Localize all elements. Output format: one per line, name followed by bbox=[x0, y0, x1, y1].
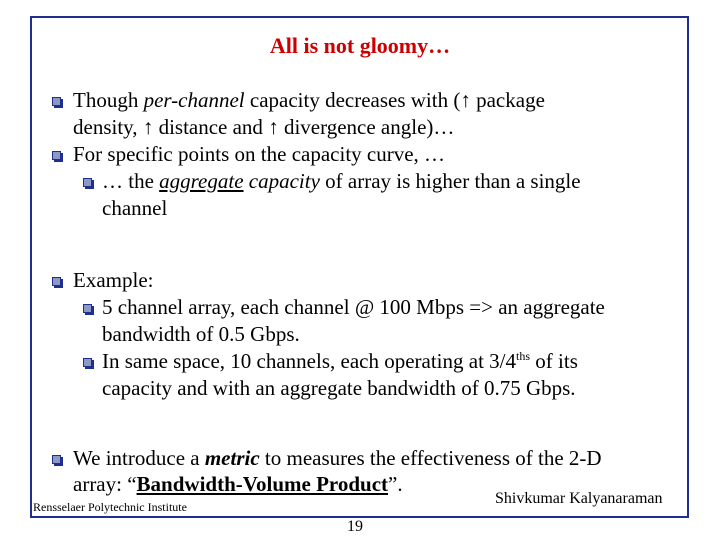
emphasis-text: metric bbox=[204, 446, 260, 470]
text-segment: In same space, 10 channels, each operating at 3/4 bbox=[102, 349, 517, 373]
bullet-1-line-2 bbox=[73, 114, 454, 141]
bullet-2-sub-line-1 bbox=[102, 168, 581, 195]
text-segment: of array is higher than a single bbox=[319, 169, 581, 193]
emphasis-text: aggregate bbox=[159, 169, 244, 193]
text-segment: package bbox=[470, 88, 545, 112]
bullet-3-sub-1-line-2: bandwidth of 0.5 Gbps. bbox=[102, 322, 300, 346]
bullet-icon bbox=[52, 97, 61, 106]
sub-bullet-icon bbox=[83, 178, 92, 187]
text-segment: density, bbox=[73, 115, 143, 139]
page-number: 19 bbox=[347, 518, 363, 535]
text-segment: array: “ bbox=[73, 472, 137, 496]
bullet-3-line: Example: bbox=[73, 268, 154, 292]
emphasis-text: per-channel bbox=[143, 88, 245, 112]
bullet-3-sub-2-line-1 bbox=[102, 348, 578, 375]
bullet-2-line: For specific points on the capacity curve, … bbox=[73, 142, 446, 166]
text-segment: distance and bbox=[153, 115, 269, 139]
sub-bullet-icon bbox=[83, 304, 92, 313]
bullet-icon bbox=[52, 277, 61, 286]
bullet-1-line-1 bbox=[73, 87, 545, 114]
bullet-4-line-2 bbox=[73, 471, 403, 498]
text-segment: divergence angle)… bbox=[278, 115, 455, 139]
bullet-icon bbox=[52, 455, 61, 464]
text-segment: Though bbox=[73, 88, 144, 112]
up-arrow-icon: ↑ bbox=[142, 115, 154, 139]
bullet-2-sub-line-2: channel bbox=[102, 196, 168, 220]
emphasis-text: capacity bbox=[248, 169, 320, 193]
up-arrow-icon: ↑ bbox=[460, 88, 471, 112]
slide-title: All is not gloomy… bbox=[269, 33, 451, 58]
bullet-icon bbox=[52, 151, 61, 160]
text-segment: ”. bbox=[388, 472, 403, 496]
bullet-3-sub-2-line-2: capacity and with an aggregate bandwidth of 0.75 Gbps. bbox=[102, 376, 576, 400]
emphasis-text: Bandwidth-Volume Product bbox=[136, 472, 389, 496]
text-segment: … the bbox=[102, 169, 160, 193]
superscript: ths bbox=[516, 349, 531, 363]
footer-author: Shivkumar Kalyanaraman bbox=[495, 490, 663, 507]
bullet-4-line-1 bbox=[73, 445, 602, 472]
sub-bullet-icon bbox=[83, 358, 92, 367]
up-arrow-icon: ↑ bbox=[268, 115, 279, 139]
text-segment: of its bbox=[530, 349, 578, 373]
bullet-3-sub-1-line-1: 5 channel array, each channel @ 100 Mbps => an aggregate bbox=[102, 295, 605, 319]
text-segment: capacity decreases with ( bbox=[244, 88, 461, 112]
text-segment: We introduce a bbox=[73, 446, 205, 470]
text-segment: to measures the effectiveness of the 2-D bbox=[259, 446, 602, 470]
footer-institute: Rensselaer Polytechnic Institute bbox=[33, 500, 187, 514]
